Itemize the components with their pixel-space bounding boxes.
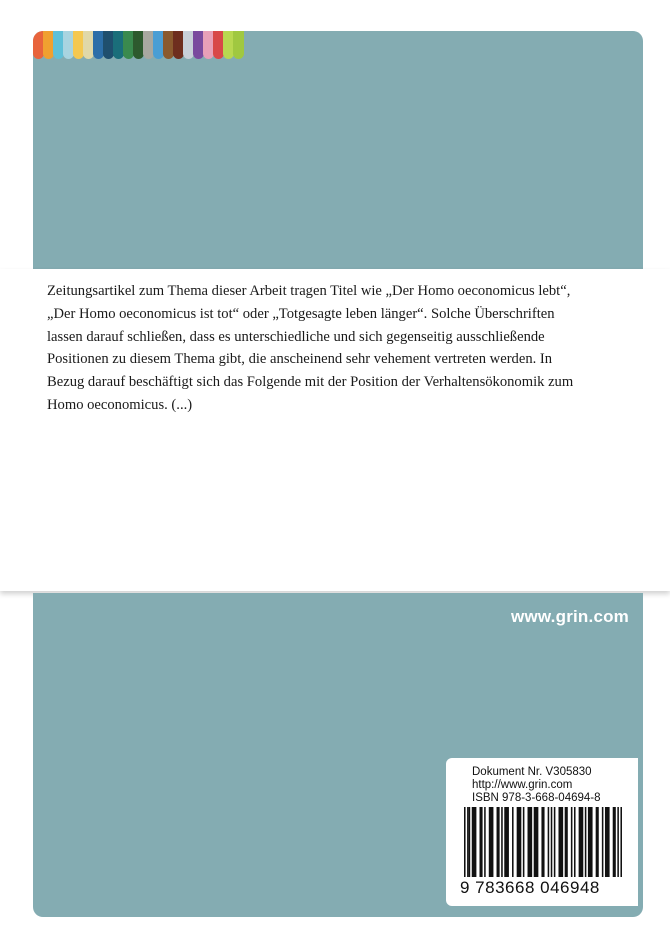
- barcode-bar: [467, 807, 469, 877]
- document-number: Dokument Nr. V305830: [472, 766, 592, 778]
- barcode-bar: [620, 807, 622, 877]
- barcode-label: [446, 758, 638, 906]
- barcode-bar: [472, 807, 477, 877]
- barcode-bar: [554, 807, 556, 877]
- barcode-bar: [548, 807, 550, 877]
- barcode-bar: [558, 807, 563, 877]
- color-strip-decoration: [33, 31, 243, 59]
- barcode-bar: [484, 807, 486, 877]
- barcode-icon: [462, 807, 624, 877]
- barcode-bar: [551, 807, 553, 877]
- barcode-bar: [596, 807, 599, 877]
- barcode-bar: [602, 807, 604, 877]
- barcode-bar: [574, 807, 576, 877]
- barcode-bar: [464, 807, 466, 877]
- barcode-bar: [469, 807, 471, 877]
- site-url: www.grin.com: [511, 607, 629, 626]
- barcode-bar: [479, 807, 482, 877]
- barcode-digits: 9 783668 046948: [460, 878, 600, 897]
- barcode-bar: [512, 807, 514, 877]
- barcode-bar: [613, 807, 616, 877]
- barcode-bar: [497, 807, 500, 877]
- cover-top-panel: [33, 31, 643, 269]
- blurb-text: Zeitungsartikel zum Thema dieser Arbeit tragen Titel wie „Der Homo oeconomicus lebt“, „Der Homo oeconomicus ist tot“ oder „Totgesagte leben länger“. Solche Überschriften lassen darauf schließen, dass es unterschiedliche und sich gegenseitig ausschließende Positionen zu diesem Thema gibt, die anscheinend sehr vehement vertreten werden. In Bezug darauf beschäftigt sich das Folgende mit der Position der Verhaltensökonomik zum Homo oeconomicus. (...): [47, 283, 574, 413]
- barcode-bar: [523, 807, 525, 877]
- barcode-bar: [579, 807, 584, 877]
- barcode-bar: [528, 807, 533, 877]
- barcode-bar: [501, 807, 503, 877]
- barcode-bar: [565, 807, 568, 877]
- barcode-bar: [571, 807, 573, 877]
- barcode-bar: [504, 807, 509, 877]
- color-strip-chip: [233, 31, 244, 59]
- barcode-bar: [534, 807, 539, 877]
- barcode-bar: [517, 807, 522, 877]
- barcode-bar: [585, 807, 587, 877]
- barcode-bar: [541, 807, 544, 877]
- barcode-bar: [588, 807, 593, 877]
- barcode-bar: [617, 807, 619, 877]
- isbn-number: ISBN 978-3-668-04694-8: [472, 792, 601, 804]
- barcode-bar: [489, 807, 494, 877]
- document-url: http://www.grin.com: [472, 779, 573, 791]
- barcode-bar: [605, 807, 610, 877]
